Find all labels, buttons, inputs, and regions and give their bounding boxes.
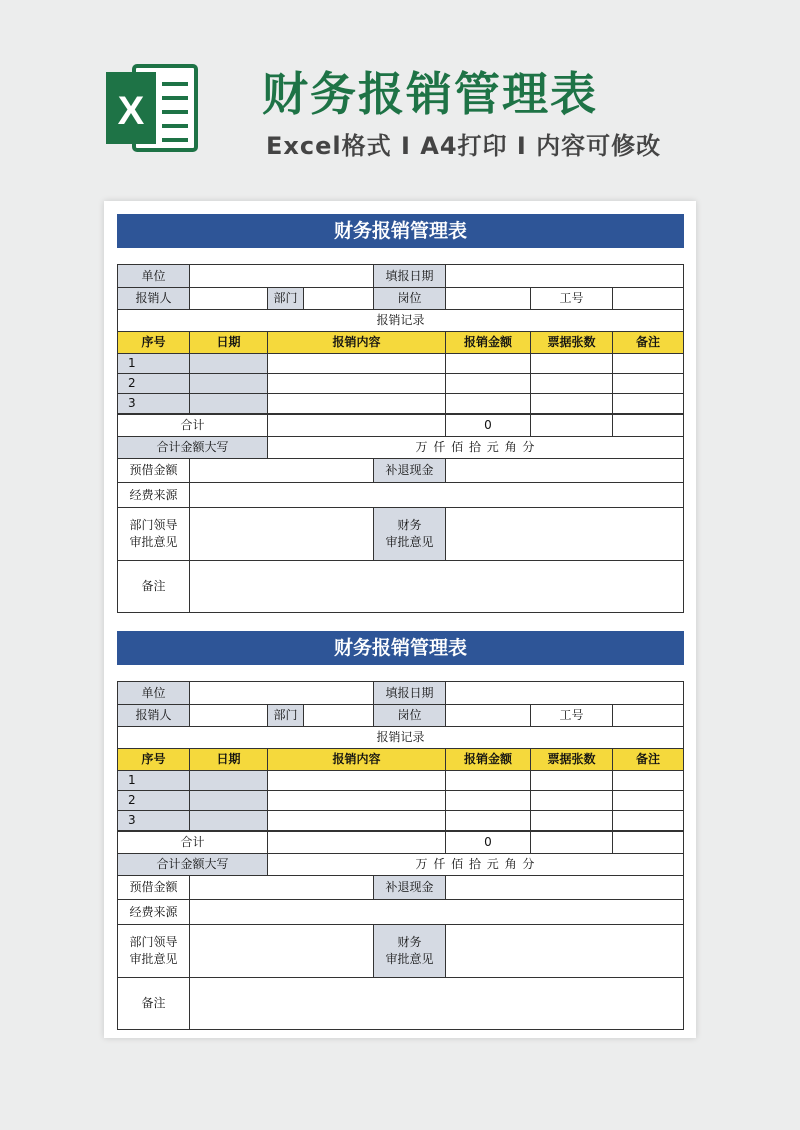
dept-leader-label: 部门领导 审批意见 [117, 507, 190, 561]
row-date-cell[interactable] [189, 373, 268, 394]
subtotal-receipts [530, 831, 613, 854]
fill-date-label: 填报日期 [373, 681, 446, 705]
form-grid [117, 681, 684, 1030]
row-amount-cell[interactable] [445, 373, 531, 394]
row-amount-cell[interactable] [445, 790, 531, 811]
row-number: 1 [117, 353, 190, 374]
row-remarks-cell[interactable] [612, 393, 684, 414]
unit-label: 单位 [117, 681, 190, 705]
employee-id-label: 工号 [530, 704, 613, 727]
col-header: 日期 [189, 331, 268, 354]
department-input[interactable] [303, 287, 374, 310]
col-header: 报销金额 [445, 331, 531, 354]
department-label: 部门 [267, 287, 304, 310]
fund-source-label: 经费来源 [117, 482, 190, 508]
remarks-input[interactable] [189, 977, 684, 1030]
subtotal-remarks [612, 414, 684, 437]
col-header: 报销内容 [267, 331, 446, 354]
row-remarks-cell[interactable] [612, 373, 684, 394]
applicant-label: 报销人 [117, 704, 190, 727]
col-header: 备注 [612, 331, 684, 354]
subtotal-amount: 0 [445, 831, 531, 854]
row-remarks-cell[interactable] [612, 770, 684, 791]
unit-label: 单位 [117, 264, 190, 288]
row-receipts-cell[interactable] [530, 770, 613, 791]
refund-label: 补退现金 [373, 458, 446, 483]
row-content-cell[interactable] [267, 770, 446, 791]
department-label: 部门 [267, 704, 304, 727]
unit-input[interactable] [189, 681, 374, 705]
svg-text:X: X [117, 89, 145, 133]
amount-in-words-units[interactable]: 万 仟 佰 拾 元 角 分 [267, 853, 684, 876]
form-title: 财务报销管理表 [117, 631, 684, 665]
finance-input[interactable] [445, 924, 684, 978]
row-amount-cell[interactable] [445, 393, 531, 414]
applicant-input[interactable] [189, 287, 268, 310]
employee-id-label: 工号 [530, 287, 613, 310]
row-number: 1 [117, 770, 190, 791]
fund-source-input[interactable] [189, 482, 684, 508]
row-receipts-cell[interactable] [530, 373, 613, 394]
subtotal-label: 合计 [117, 831, 268, 854]
fund-source-label: 经费来源 [117, 899, 190, 925]
col-header: 票据张数 [530, 331, 613, 354]
finance-label: 财务 审批意见 [373, 507, 446, 561]
fill-date-label: 填报日期 [373, 264, 446, 288]
form-title: 财务报销管理表 [117, 214, 684, 248]
dept-leader-input[interactable] [189, 924, 374, 978]
fill-date-input[interactable] [445, 264, 684, 288]
amount-in-words-label: 合计金额大写 [117, 436, 268, 459]
col-header: 票据张数 [530, 748, 613, 771]
applicant-input[interactable] [189, 704, 268, 727]
row-remarks-cell[interactable] [612, 353, 684, 374]
col-header: 备注 [612, 748, 684, 771]
position-input[interactable] [445, 287, 531, 310]
row-number: 2 [117, 790, 190, 811]
applicant-label: 报销人 [117, 287, 190, 310]
row-receipts-cell[interactable] [530, 353, 613, 374]
finance-label: 财务 审批意见 [373, 924, 446, 978]
records-heading: 报销记录 [117, 309, 684, 332]
col-header: 日期 [189, 748, 268, 771]
subtotal-remarks [612, 831, 684, 854]
row-amount-cell[interactable] [445, 810, 531, 831]
advance-label: 预借金额 [117, 458, 190, 483]
sub-title: Excel格式 I A4打印 I 内容可修改 [266, 132, 662, 160]
subtotal-content [267, 414, 446, 437]
row-number: 3 [117, 810, 190, 831]
row-date-cell[interactable] [189, 770, 268, 791]
row-number: 2 [117, 373, 190, 394]
row-receipts-cell[interactable] [530, 393, 613, 414]
page-header [0, 0, 800, 195]
subtotal-amount: 0 [445, 414, 531, 437]
finance-input[interactable] [445, 507, 684, 561]
row-content-cell[interactable] [267, 373, 446, 394]
row-remarks-cell[interactable] [612, 790, 684, 811]
refund-input[interactable] [445, 875, 684, 900]
amount-in-words-units[interactable]: 万 仟 佰 拾 元 角 分 [267, 436, 684, 459]
row-date-cell[interactable] [189, 810, 268, 831]
employee-id-input[interactable] [612, 704, 684, 727]
row-content-cell[interactable] [267, 790, 446, 811]
position-label: 岗位 [373, 704, 446, 727]
refund-input[interactable] [445, 458, 684, 483]
col-header: 报销内容 [267, 748, 446, 771]
unit-input[interactable] [189, 264, 374, 288]
excel-logo-icon [104, 58, 200, 158]
department-input[interactable] [303, 704, 374, 727]
col-header: 序号 [117, 748, 190, 771]
subtotal-receipts [530, 414, 613, 437]
fund-source-input[interactable] [189, 899, 684, 925]
form-grid [117, 264, 684, 613]
row-date-cell[interactable] [189, 393, 268, 414]
row-date-cell[interactable] [189, 353, 268, 374]
reimbursement-form-1 [117, 214, 684, 613]
col-header: 报销金额 [445, 748, 531, 771]
row-remarks-cell[interactable] [612, 810, 684, 831]
subtotal-label: 合计 [117, 414, 268, 437]
records-heading: 报销记录 [117, 726, 684, 749]
dept-leader-input[interactable] [189, 507, 374, 561]
amount-in-words-label: 合计金额大写 [117, 853, 268, 876]
advance-input[interactable] [189, 458, 374, 483]
row-content-cell[interactable] [267, 393, 446, 414]
row-amount-cell[interactable] [445, 353, 531, 374]
row-receipts-cell[interactable] [530, 810, 613, 831]
remarks-input[interactable] [189, 560, 684, 613]
refund-label: 补退现金 [373, 875, 446, 900]
reimbursement-form-2 [117, 631, 684, 1030]
advance-input[interactable] [189, 875, 374, 900]
subtotal-content [267, 831, 446, 854]
row-receipts-cell[interactable] [530, 790, 613, 811]
col-header: 序号 [117, 331, 190, 354]
row-date-cell[interactable] [189, 790, 268, 811]
main-title: 财务报销管理表 [262, 67, 598, 121]
row-content-cell[interactable] [267, 353, 446, 374]
remarks-label: 备注 [117, 977, 190, 1030]
position-label: 岗位 [373, 287, 446, 310]
dept-leader-label: 部门领导 审批意见 [117, 924, 190, 978]
fill-date-input[interactable] [445, 681, 684, 705]
remarks-label: 备注 [117, 560, 190, 613]
row-number: 3 [117, 393, 190, 414]
row-content-cell[interactable] [267, 810, 446, 831]
advance-label: 预借金额 [117, 875, 190, 900]
row-amount-cell[interactable] [445, 770, 531, 791]
position-input[interactable] [445, 704, 531, 727]
employee-id-input[interactable] [612, 287, 684, 310]
